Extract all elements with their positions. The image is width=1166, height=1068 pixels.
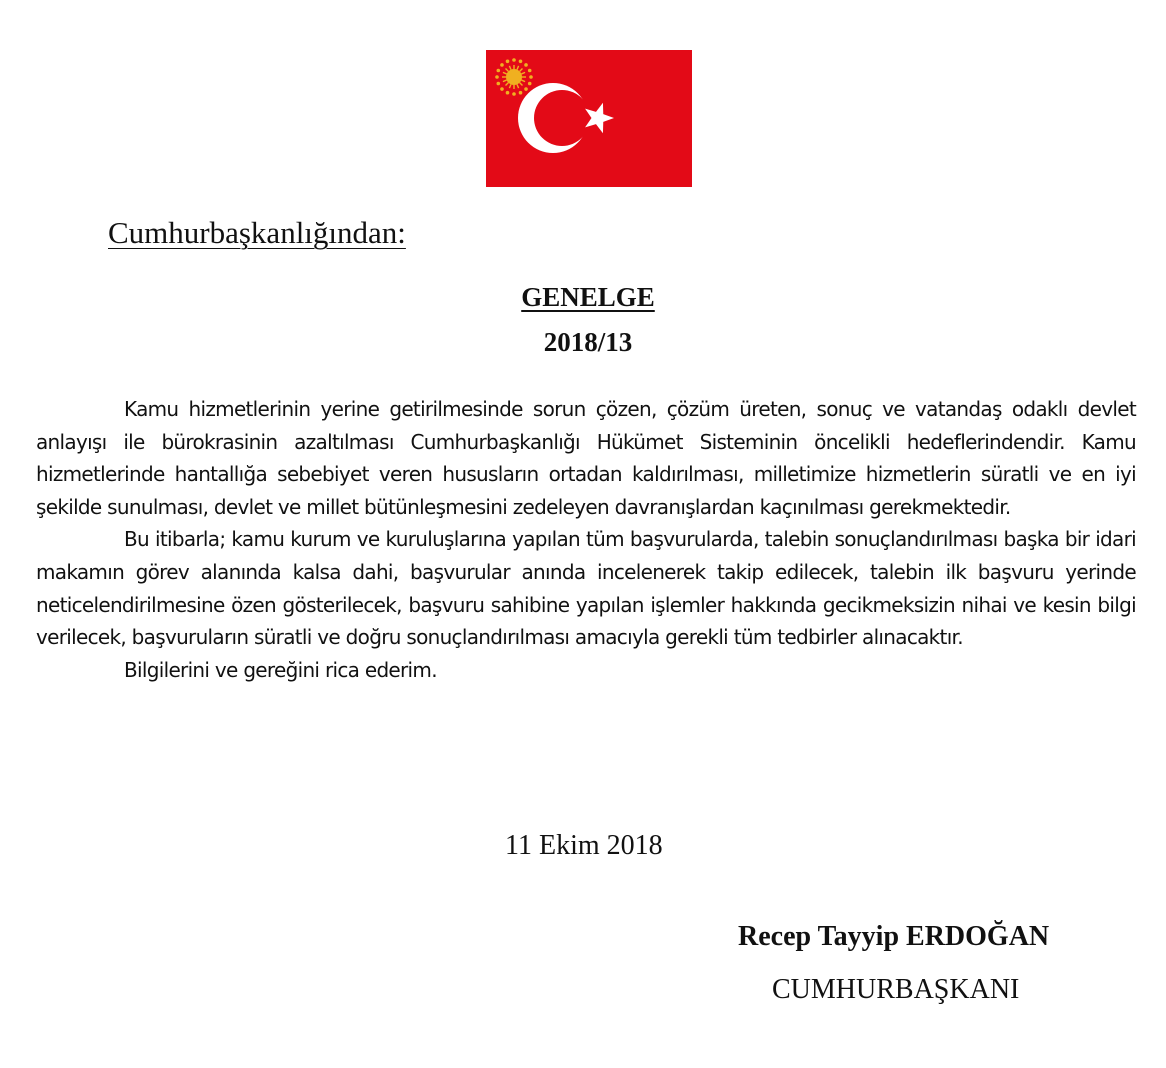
emblem-star — [524, 63, 528, 67]
signatory-title: CUMHURBAŞKANI — [772, 974, 1020, 1005]
body-paragraph-1: Kamu hizmetlerinin yerine getirilmesinde sorun çözen, çözüm üreten, sonuç ve vatandaş odaklı devlet anlayışı ile bürokrasinin azaltılması Cumhurbaşkanlığı Hükümet Sisteminin öncelikli hedeflerindendir. Kamu hizmetlerinde hantallığa sebebiyet veren hususların ortadan kaldırılması, milletimize hizmetlerin süratli ve en iyi şekilde sunulması, devlet ve millet bütünleşmesini zedeleyen davranışlardan kaçınılması gerekmektedir. — [36, 397, 1136, 519]
body-paragraph-3: Bilgilerini ve gereğini rica ederim. — [124, 657, 437, 682]
emblem-star — [496, 82, 500, 86]
emblem-star — [512, 58, 516, 62]
presidential-flag-icon — [486, 50, 692, 187]
sun-core — [506, 69, 522, 85]
emblem-star — [528, 82, 532, 86]
document-type-title: GENELGE — [521, 282, 655, 312]
emblem-star — [500, 87, 504, 91]
emblem-star — [500, 63, 504, 67]
emblem-star — [496, 69, 500, 73]
issue-date: 11 Ekim 2018 — [505, 830, 663, 861]
emblem-star — [512, 92, 516, 96]
emblem-star — [506, 91, 510, 95]
emblem-star — [529, 75, 533, 79]
emblem-star — [519, 59, 523, 63]
emblem-star — [506, 59, 510, 63]
emblem-star — [495, 75, 499, 79]
emblem-star — [524, 87, 528, 91]
body-paragraph-2: Bu itibarla; kamu kurum ve kuruluşlarına yapılan tüm başvurularda, talebin sonuçlandırılması başka bir idari makamın görev alanında kalsa dahi, başvurular anında incelenerek takip edilecek, talebin ilk başvuru yerinde neticelendirilmesine özen gösterilecek, başvuru sahibine yapılan işlemler hakkında gecikmeksizin nihai ve kesin bilgi verilecek, başvuruların süratli ve doğru sonuçlandırılması amacıyla gerekli tüm tedbirler alınacaktır. — [36, 527, 1136, 650]
issuer-heading: Cumhurbaşkanlığından: — [108, 215, 406, 250]
signatory-name: Recep Tayyip ERDOĞAN — [738, 921, 1050, 952]
emblem-star — [519, 91, 523, 95]
circular-body — [36, 393, 1136, 686]
document-number: 2018/13 — [543, 327, 633, 357]
emblem-star — [528, 69, 532, 73]
crescent-inner — [534, 90, 590, 146]
